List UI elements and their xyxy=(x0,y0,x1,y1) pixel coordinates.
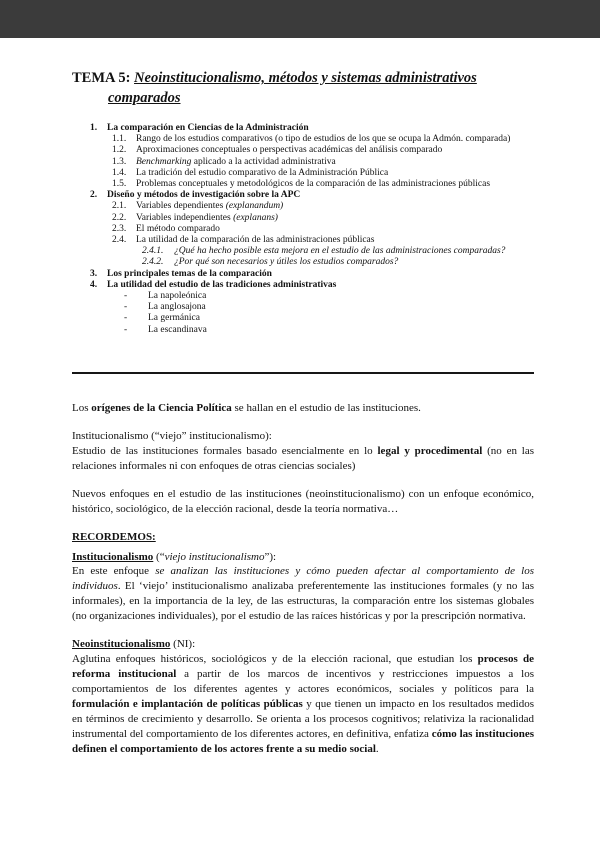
outline-number: 2.3. xyxy=(112,223,127,234)
text-segment: Estudio de las instituciones formales basado esencialmente en lo xyxy=(72,444,378,457)
paragraph-origins xyxy=(72,401,534,416)
outline-text: La tradición del estudio comparativo de la Administración Pública xyxy=(136,167,389,178)
paragraph-heading xyxy=(72,637,534,652)
outline-item xyxy=(72,246,534,257)
outline-item xyxy=(72,224,534,235)
outline-text: La napoleónica xyxy=(148,291,207,302)
outline xyxy=(72,123,534,336)
dash-bullet: - xyxy=(124,291,128,302)
text-segment-italic: se analizan las instituciones y cómo pueden afectar al comportamiento de los individuos xyxy=(72,565,534,593)
paragraph-body xyxy=(72,444,534,474)
paragraph-institucionalismo-viejo xyxy=(72,429,534,474)
outline-text: Variables dependientes xyxy=(136,201,226,212)
dash-bullet: - xyxy=(124,324,128,335)
outline-dash-item xyxy=(72,313,534,324)
outline-item xyxy=(72,145,534,156)
paragraph-body xyxy=(72,652,534,757)
text-segment: (NI): xyxy=(170,638,196,651)
outline-number: 1.1. xyxy=(112,134,127,145)
outline-dash-item xyxy=(72,302,534,313)
outline-text: La escandinava xyxy=(148,324,207,335)
outline-text-italic: ¿Qué ha hecho posible esta mejora en el estudio de las administraciones comparadas? xyxy=(174,246,506,257)
outline-text-italic: Benchmarking xyxy=(136,156,192,167)
outline-item xyxy=(72,179,534,190)
outline-text-italic: (explanandum) xyxy=(225,201,284,212)
document-page xyxy=(0,38,600,757)
paragraph-heading xyxy=(72,550,534,565)
outline-number: 1.3. xyxy=(112,156,127,167)
outline-text-italic: (explanans) xyxy=(233,212,278,223)
outline-text: Diseño y métodos de investigación sobre la APC xyxy=(107,190,301,201)
outline-text: La comparación en Ciencias de la Administración xyxy=(107,123,309,133)
body-text xyxy=(72,401,534,757)
outline-item xyxy=(72,235,534,246)
paragraph-neoinstitucionalismo xyxy=(72,637,534,757)
separator-line xyxy=(72,372,534,374)
outline-number: 2.4.1. xyxy=(142,246,164,257)
outline-text-italic: ¿Por qué son necesarios y útiles los estudios comparados? xyxy=(174,257,399,268)
outline-text: aplicado a la actividad administrativa xyxy=(191,156,336,167)
outline-item xyxy=(72,168,534,179)
text-segment: ”): xyxy=(264,550,277,563)
dash-bullet: - xyxy=(124,313,128,324)
outline-text: La germánica xyxy=(148,313,200,324)
outline-number: 2.2. xyxy=(112,212,127,223)
text-segment: y que tienen un impacto en los resultados medidos en términos de crecimiento y desarrollo. Se orienta a los procesos cognitivos; relativiza la racionalidad instrumental del comportamiento de los diferentes actores, en definitiva, enfatiza xyxy=(72,698,534,741)
text-segment-bold: legal y procedimental xyxy=(377,444,483,457)
paragraph-body xyxy=(72,564,534,624)
recordemos-heading: RECORDEMOS: xyxy=(72,530,156,543)
outline-number: 1.2. xyxy=(112,145,127,156)
outline-item xyxy=(72,123,534,134)
outline-number: 2.4.2. xyxy=(142,257,164,268)
outline-item xyxy=(72,157,534,168)
outline-number: 3. xyxy=(90,268,98,279)
outline-item xyxy=(72,190,534,201)
paragraph-heading: Institucionalismo (“viejo” institucionalismo): xyxy=(72,429,272,442)
text-segment: (“ xyxy=(153,550,165,563)
outline-dash-item xyxy=(72,325,534,336)
text-segment: se hallan en el estudio de las instituciones. xyxy=(231,401,421,414)
title-label: TEMA 5: xyxy=(72,70,135,86)
outline-item xyxy=(72,213,534,224)
outline-text: La utilidad de la comparación de las administraciones públicas xyxy=(136,235,375,246)
paragraph-nuevos-enfoques: Nuevos enfoques en el estudio de las instituciones (neoinstitucionalismo) con un enfoque económico, histórico, sociológico, de la elección racional, desde la teoría normativa… xyxy=(72,487,534,515)
text-segment-bold: orígenes de la Ciencia Política xyxy=(91,401,232,414)
text-segment-italic: viejo institucionalismo xyxy=(164,550,265,563)
outline-number: 1.5. xyxy=(112,179,127,190)
text-segment: (no en las relaciones informales ni con enfoques de otras ciencias sociales) xyxy=(72,444,534,472)
outline-item xyxy=(72,134,534,145)
heading-term: Neoinstitucionalismo xyxy=(72,638,171,651)
text-segment: . xyxy=(375,742,379,755)
outline-text: La anglosajona xyxy=(148,302,206,313)
outline-number: 4. xyxy=(90,279,98,290)
outline-text: Problemas conceptuales y metodológicos de la comparación de las administraciones públicas xyxy=(136,179,491,190)
outline-item xyxy=(72,257,534,268)
paragraph-viejo-institucionalismo xyxy=(72,550,534,625)
outline-text: Aproximaciones conceptuales o perspectivas académicas del análisis comparado xyxy=(136,145,443,156)
outline-item xyxy=(72,201,534,212)
outline-number: 1. xyxy=(90,123,98,133)
heading-term: Institucionalismo xyxy=(72,550,154,563)
outline-item xyxy=(72,280,534,291)
text-segment: Los xyxy=(72,401,92,414)
text-segment-bold: formulación e implantación de políticas públicas xyxy=(72,698,303,711)
outline-number: 2.4. xyxy=(112,235,127,246)
outline-text: La utilidad del estudio de las tradiciones administrativas xyxy=(107,279,337,290)
outline-number: 1.4. xyxy=(112,167,127,178)
outline-item xyxy=(72,269,534,280)
text-segment: En este enfoque xyxy=(72,565,156,578)
viewer-top-bar xyxy=(0,0,600,38)
document-title xyxy=(72,68,534,108)
text-segment: Aglutina enfoques históricos, sociológicos y de la elección racional, que estudian los xyxy=(72,653,478,666)
text-segment-bold: procesos de reforma institucional xyxy=(72,653,534,681)
outline-dash-item xyxy=(72,291,534,302)
outline-number: 2.1. xyxy=(112,201,127,212)
text-segment-bold: cómo las instituciones definen el comportamiento de los actores frente a su medio social xyxy=(72,728,534,755)
outline-text: Rango de los estudios comparativos (o tipo de estudios de los que se ocupa la Admón. comparada) xyxy=(136,134,511,145)
outline-text: Los principales temas de la comparación xyxy=(107,268,272,279)
dash-bullet: - xyxy=(124,302,128,313)
title-text: Neoinstitucionalismo, métodos y sistemas administrativos comparados xyxy=(108,70,477,106)
outline-text: El método comparado xyxy=(136,223,220,234)
outline-text: Variables independientes xyxy=(136,212,234,223)
outline-number: 2. xyxy=(90,190,98,201)
text-segment: a partir de los marcos de incentivos y restricciones impuestos a los comportamientos de los diferentes agentes y actores económicos, sociales y políticos para la xyxy=(72,668,534,696)
text-segment: . El ‘viejo’ institucionalismo analizaba preferentemente las instituciones formales (y no las informales), en la importancia de la ley, de las estructuras, la comparación entre los sistemas globales (no organizaciones individuales), por el estudio de las raíces históricas y por la prescripción normativa. xyxy=(72,580,534,623)
